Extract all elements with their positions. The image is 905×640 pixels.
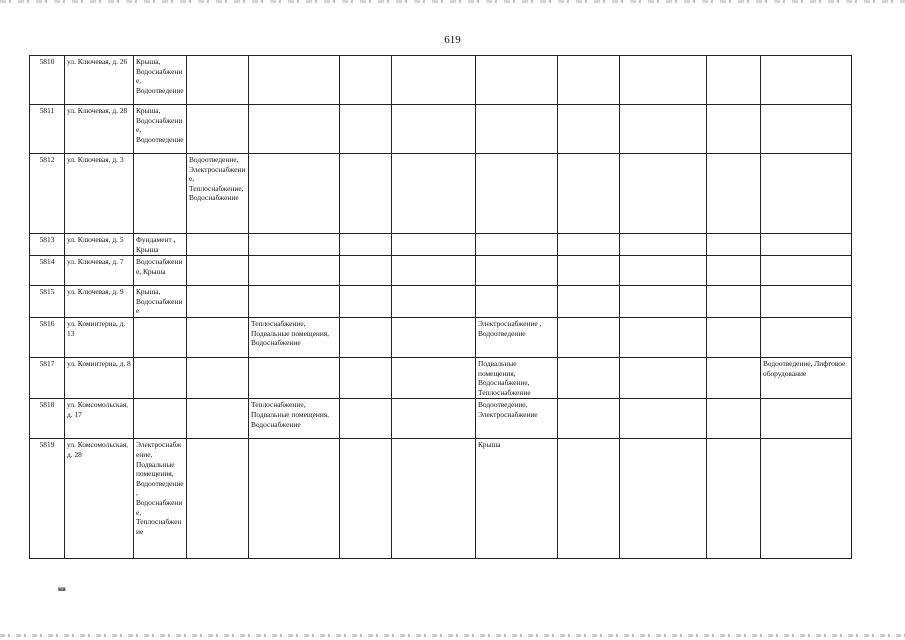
work-cell bbox=[707, 256, 761, 286]
row-number: 5810 bbox=[30, 56, 65, 105]
table-row bbox=[30, 256, 852, 286]
work-cell bbox=[620, 256, 707, 286]
work-cell bbox=[392, 357, 476, 398]
address-cell: ул. Комсомольская, д. 17 bbox=[65, 399, 134, 439]
work-cell bbox=[620, 56, 707, 105]
work-cell bbox=[707, 56, 761, 105]
work-cell bbox=[707, 234, 761, 256]
work-cell bbox=[340, 317, 392, 357]
address-cell: ул. Ключевая, д. 9 bbox=[65, 286, 134, 318]
work-cell bbox=[392, 286, 476, 318]
work-cell: Фундамент , Крыша bbox=[134, 234, 187, 256]
work-cell: Водоотведение, Электроснабжение bbox=[476, 399, 558, 439]
work-cell bbox=[340, 56, 392, 105]
work-cell bbox=[392, 256, 476, 286]
work-cell bbox=[558, 56, 620, 105]
work-cell bbox=[761, 256, 852, 286]
work-cell: Водоснабжение, Крыша bbox=[134, 256, 187, 286]
work-cell bbox=[187, 256, 249, 286]
work-cell bbox=[392, 56, 476, 105]
work-cell bbox=[707, 105, 761, 154]
work-cell bbox=[187, 317, 249, 357]
work-cell: Подвальные помещения, Водоснабжение, Теплоснабжение bbox=[476, 357, 558, 398]
work-cell bbox=[558, 256, 620, 286]
work-cell bbox=[707, 399, 761, 439]
work-cell bbox=[558, 357, 620, 398]
work-cell bbox=[707, 357, 761, 398]
row-number: 5818 bbox=[30, 399, 65, 439]
table-row bbox=[30, 357, 852, 398]
work-cell bbox=[476, 154, 558, 234]
row-number: 5817 bbox=[30, 357, 65, 398]
work-cell: Крыша, Водоснабжение, Водоотведение bbox=[134, 105, 187, 154]
table-row bbox=[30, 399, 852, 439]
row-number: 5813 bbox=[30, 234, 65, 256]
row-number: 5814 bbox=[30, 256, 65, 286]
work-cell bbox=[476, 56, 558, 105]
work-cell bbox=[134, 399, 187, 439]
table-row bbox=[30, 56, 852, 105]
work-cell: Электроснабжение , Водоотведение bbox=[476, 317, 558, 357]
work-cell bbox=[620, 439, 707, 559]
work-cell bbox=[187, 399, 249, 439]
work-cell bbox=[187, 286, 249, 318]
work-cell bbox=[340, 234, 392, 256]
work-cell bbox=[187, 105, 249, 154]
scan-edge-bottom bbox=[0, 634, 905, 637]
work-cell bbox=[340, 256, 392, 286]
work-cell bbox=[249, 105, 340, 154]
table-row bbox=[30, 105, 852, 154]
address-cell: ул. Комсомольская, д. 28 bbox=[65, 439, 134, 559]
work-cell bbox=[761, 234, 852, 256]
work-cell: Крыша, Водоснабжение bbox=[134, 286, 187, 318]
work-cell bbox=[392, 105, 476, 154]
work-cell bbox=[340, 439, 392, 559]
work-cell bbox=[761, 286, 852, 318]
work-cell bbox=[761, 154, 852, 234]
work-cell: Водоотведение, Лифтовое оборудование bbox=[761, 357, 852, 398]
work-cell bbox=[476, 234, 558, 256]
work-cell bbox=[558, 317, 620, 357]
work-cell bbox=[620, 154, 707, 234]
work-cell bbox=[620, 105, 707, 154]
work-cell bbox=[187, 56, 249, 105]
address-cell: ул. Коминтерна, д. 13 bbox=[65, 317, 134, 357]
work-cell bbox=[558, 286, 620, 318]
work-cell bbox=[392, 234, 476, 256]
work-cell bbox=[476, 256, 558, 286]
table-row bbox=[30, 317, 852, 357]
work-cell bbox=[249, 286, 340, 318]
work-cell bbox=[707, 286, 761, 318]
work-cell bbox=[187, 234, 249, 256]
work-cell bbox=[392, 439, 476, 559]
work-cell bbox=[558, 105, 620, 154]
work-cell bbox=[134, 317, 187, 357]
work-cell bbox=[249, 56, 340, 105]
work-cell bbox=[249, 357, 340, 398]
work-cell bbox=[249, 439, 340, 559]
work-cell: Крыша, Водоснабжение, Водоотведение bbox=[134, 56, 187, 105]
work-cell bbox=[476, 105, 558, 154]
work-cell: Теплоснабжение, Подвальные помещения, Водоснабжение bbox=[249, 399, 340, 439]
work-cell bbox=[392, 154, 476, 234]
work-cell bbox=[249, 154, 340, 234]
work-cell bbox=[476, 286, 558, 318]
work-cell bbox=[620, 399, 707, 439]
table-row bbox=[30, 286, 852, 318]
work-cell bbox=[340, 399, 392, 439]
work-cell bbox=[340, 105, 392, 154]
repair-schedule-table bbox=[29, 55, 852, 559]
work-cell bbox=[187, 357, 249, 398]
table-row bbox=[30, 154, 852, 234]
row-number: 5815 bbox=[30, 286, 65, 318]
address-cell: ул. Ключевая, д. 26 bbox=[65, 56, 134, 105]
page-number: 619 bbox=[444, 34, 461, 46]
work-cell bbox=[761, 56, 852, 105]
work-cell bbox=[761, 439, 852, 559]
work-cell bbox=[761, 399, 852, 439]
address-cell: ул. Ключевая, д. 28 bbox=[65, 105, 134, 154]
work-cell bbox=[558, 439, 620, 559]
work-cell bbox=[707, 154, 761, 234]
address-cell: ул. Ключевая, д. 5 bbox=[65, 234, 134, 256]
row-number: 5819 bbox=[30, 439, 65, 559]
address-cell: ул. Коминтерна, д. 8 bbox=[65, 357, 134, 398]
work-cell bbox=[761, 317, 852, 357]
work-cell bbox=[340, 286, 392, 318]
work-cell: Теплоснабжение, Подвальные помещения, Водоснабжение bbox=[249, 317, 340, 357]
table-row bbox=[30, 234, 852, 256]
work-cell bbox=[249, 256, 340, 286]
footer-mark: нв bbox=[58, 585, 66, 593]
table-row bbox=[30, 439, 852, 559]
work-cell bbox=[620, 317, 707, 357]
work-cell: Водоотведение, Электроснабжение, Теплоснабжение, Водоснабжение bbox=[187, 154, 249, 234]
work-cell bbox=[558, 399, 620, 439]
work-cell bbox=[340, 357, 392, 398]
work-cell: Крыша bbox=[476, 439, 558, 559]
work-cell bbox=[134, 357, 187, 398]
work-cell bbox=[707, 439, 761, 559]
work-cell bbox=[249, 234, 340, 256]
work-cell bbox=[761, 105, 852, 154]
address-cell: ул. Ключевая, д. 3 bbox=[65, 154, 134, 234]
work-cell bbox=[134, 154, 187, 234]
work-cell bbox=[340, 154, 392, 234]
work-cell bbox=[620, 286, 707, 318]
work-cell bbox=[187, 439, 249, 559]
work-cell: Электроснабжение, Подвальные помещения, Водоотведение, Водоснабжение, Теплоснабжение bbox=[134, 439, 187, 559]
scan-edge-top bbox=[0, 0, 905, 3]
work-cell bbox=[392, 317, 476, 357]
address-cell: ул. Ключевая, д. 7 bbox=[65, 256, 134, 286]
row-number: 5816 bbox=[30, 317, 65, 357]
work-cell bbox=[558, 234, 620, 256]
row-number: 5812 bbox=[30, 154, 65, 234]
work-cell bbox=[392, 399, 476, 439]
work-cell bbox=[558, 154, 620, 234]
work-cell bbox=[620, 357, 707, 398]
work-cell bbox=[707, 317, 761, 357]
work-cell bbox=[620, 234, 707, 256]
row-number: 5811 bbox=[30, 105, 65, 154]
